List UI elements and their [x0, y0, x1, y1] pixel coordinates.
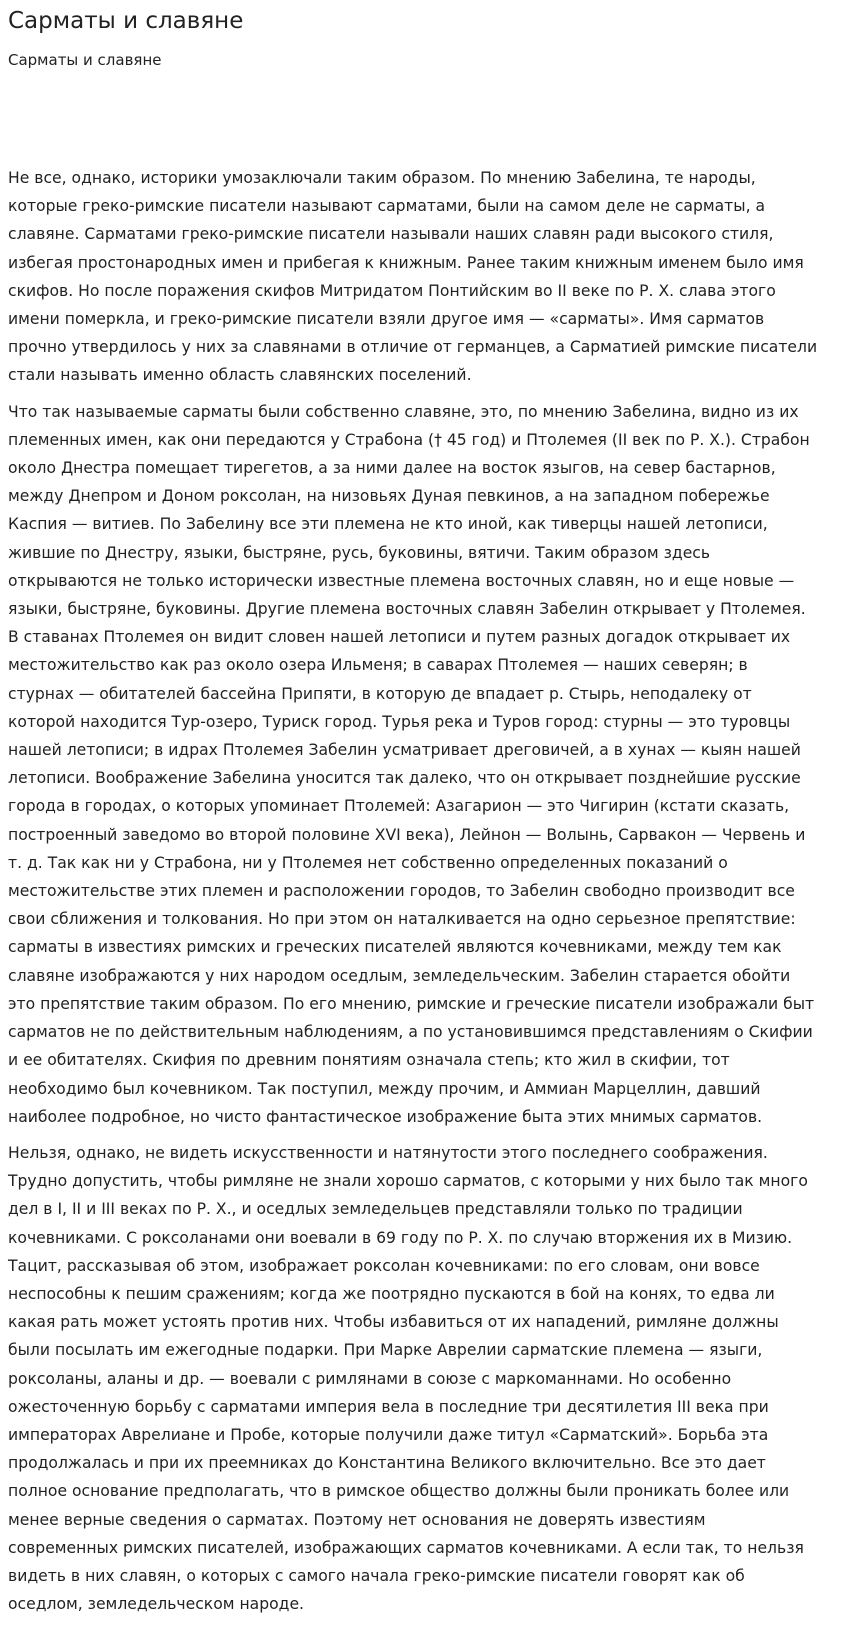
paragraph-line: В ставанах Птолемея он видит словен нашей летописи и путем разных догадок открывает их — [8, 628, 791, 647]
paragraph-line: необходимо был кочевником. Так поступил, между прочим, и Аммиан Марцеллин, давший — [8, 1079, 761, 1098]
paragraph-line: летописи. Воображение Забелина уносится так далеко, что он открывает позднейшие русские — [8, 769, 801, 788]
paragraph-line: избегая простонародных имен и прибегая к книжным. Ранее таким книжным именем было имя — [8, 253, 804, 272]
paragraph-line: видеть в них славян, о которых с самого начала греко-римские писатели говорят как об — [8, 1566, 745, 1585]
article-body — [8, 164, 842, 1626]
paragraph-line: которой находится Тур-озеро, Туриск город. Турья река и Туров город: стурны — это туровцы — [8, 712, 791, 731]
paragraph-line: славяне. Сарматами греко-римские писатели называли наших славян ради высокого стиля, — [8, 225, 774, 244]
paragraph-line: построенный заведомо во второй половине XVI века), Лейнон — Волынь, Сарвакон — Червень и — [8, 825, 806, 844]
paragraph-line: дел в I, II и III веках по Р. Х., и оседлых земледельцев представляли только по традиции — [8, 1200, 743, 1219]
paragraph-line: местожительство как раз около озера Ильменя; в саварах Птолемея — наших северян; в — [8, 656, 748, 675]
paragraph-line: оседлом, земледельческом народе. — [8, 1595, 304, 1614]
paragraph-line: нашей летописи; в идрах Птолемея Забелин усматривает дреговичей, а в хунах — кыян нашей — [8, 741, 801, 760]
paragraph-line: менее верные сведения о сарматах. Поэтому нет основания не доверять известиям — [8, 1510, 706, 1529]
paragraph-line: современных римских писателей, изображающих сарматов кочевниками. А если так, то нельзя — [8, 1538, 804, 1557]
paragraph-line: славяне изображаются у них народом оседлым, земледельческим. Забелин старается обойти — [8, 966, 791, 985]
paragraph-line: свои сближения и толкования. Но при этом он наталкивается на одно серьезное препятствие: — [8, 910, 796, 929]
page-subtitle: Сарматы и славяне — [8, 51, 162, 69]
paragraph-line: города в городах, о которых упоминает Птолемей: Азагарион — это Чигирин (кстати сказать, — [8, 797, 790, 816]
paragraph — [8, 398, 842, 1131]
paragraph-line: между Днепром и Доном роксолан, на низовьях Дуная певкинов, а на западном побережье — [8, 487, 770, 506]
paragraph-line: стали называть именно область славянских поселений. — [8, 366, 472, 385]
paragraph-line: языки, быстряне, буковины. Другие племена восточных славян Забелин открывает у Птолемея. — [8, 600, 806, 619]
paragraph-line: Что так называемые сарматы были собственно славяне, это, по мнению Забелина, видно из их — [8, 402, 799, 421]
paragraph-line: которые греко-римские писатели называют сарматами, были на самом деле не сарматы, а — [8, 197, 766, 216]
paragraph-line: сарматы в известиях римских и греческих писателей являются кочевниками, между тем как — [8, 938, 782, 957]
paragraph-line: и ее обитателях. Скифия по древним понятиям означала степь; кто жил в скифии, тот — [8, 1051, 730, 1070]
paragraph-line: неспособны к пешим сражениям; когда же поотрядно пускаются в бой на конях, то едва ли — [8, 1284, 775, 1303]
paragraph-line: императорах Аврелиане и Пробе, которые получили даже титул «Сарматский». Борьба эта — [8, 1425, 769, 1444]
paragraph-line: имени померкла, и греко-римские писатели взяли другое имя — «сарматы». Имя сарматов — [8, 310, 765, 329]
paragraph-line: Не все, однако, историки умозаключали таким образом. По мнению Забелина, те народы, — [8, 169, 756, 187]
page-title: Сарматы и славяне — [8, 8, 244, 34]
paragraph-line: племенных имен, как они передаются у Страбона († 45 год) и Птолемея (II век по Р. Х.). Страбон — [8, 430, 810, 449]
paragraph-line: жившие по Днестру, языки, быстряне, русь, буковины, вятичи. Таким образом здесь — [8, 543, 711, 562]
paragraph-line: Трудно допустить, чтобы римляне не знали хорошо сарматов, с которыми у них было так много — [8, 1172, 808, 1191]
paragraph-line: наиболее подробное, но чисто фантастическое изображение быта этих мнимых сарматов. — [8, 1107, 763, 1126]
paragraph-line: около Днестра помещает тирегетов, а за ними далее на восток языгов, на север бастарнов, — [8, 459, 776, 478]
paragraph — [8, 164, 842, 390]
paragraph-line: т. д. Так как ни у Страбона, ни у Птолемея нет собственно определенных показаний о — [8, 853, 728, 872]
paragraph-line: скифов. Но после поражения скифов Митридатом Понтийским во II веке по Р. Х. слава этого — [8, 281, 776, 300]
paragraph-line: Тацит, рассказывая об этом, изображает роксолан кочевниками: по его словам, они вовсе — [8, 1256, 760, 1275]
paragraph-line: сарматов не по действительным наблюдениям, а по установившимся представлениям о Скифии — [8, 1023, 813, 1042]
paragraph-line: кочевниками. С роксоланами они воевали в 69 году по Р. Х. по случаю вторжения их в Мизию. — [8, 1228, 793, 1247]
paragraph-line: ожесточенную борьбу с сарматами империя вела в последние три десятилетия III века при — [8, 1397, 769, 1416]
paragraph-line: местожительстве этих племен и расположении городов, то Забелин свободно производит все — [8, 882, 795, 901]
paragraph-line: прочно утвердилось у них за славянами в отличие от германцев, а Сарматией римские писатели — [8, 338, 818, 357]
paragraph — [8, 1139, 842, 1618]
paragraph-line: полное основание предполагать, что в римское общество должны были проникать более или — [8, 1482, 790, 1501]
paragraph-line: роксоланы, аланы и др. — воевали с римлянами в союзе с маркоманнами. Но особенно — [8, 1369, 732, 1388]
paragraph-line: стурнах — обитателей бассейна Припяти, в которую де впадает р. Стырь, неподалеку от — [8, 684, 752, 703]
paragraph-line: какая рать может устоять против них. Чтобы избавиться от их нападений, римляне должны — [8, 1313, 779, 1332]
paragraph-line: были посылать им ежегодные подарки. При Марке Аврелии сарматские племена — языги, — [8, 1341, 763, 1360]
paragraph-line: Каспия — витиев. По Забелину все эти племена не кто иной, как тиверцы нашей летописи, — [8, 515, 768, 534]
paragraph-line: открываются не только исторически известные племена восточных славян, но и еще новые — — [8, 571, 795, 590]
paragraph-line: Нельзя, однако, не видеть искусственности и натянутости этого последнего соображения. — [8, 1143, 768, 1162]
paragraph-line: продолжалась и при их преемниках до Константина Великого включительно. Все это дает — [8, 1454, 766, 1473]
paragraph-line: это препятствие таким образом. По его мнению, римские и греческие писатели изображали быт — [8, 994, 815, 1013]
